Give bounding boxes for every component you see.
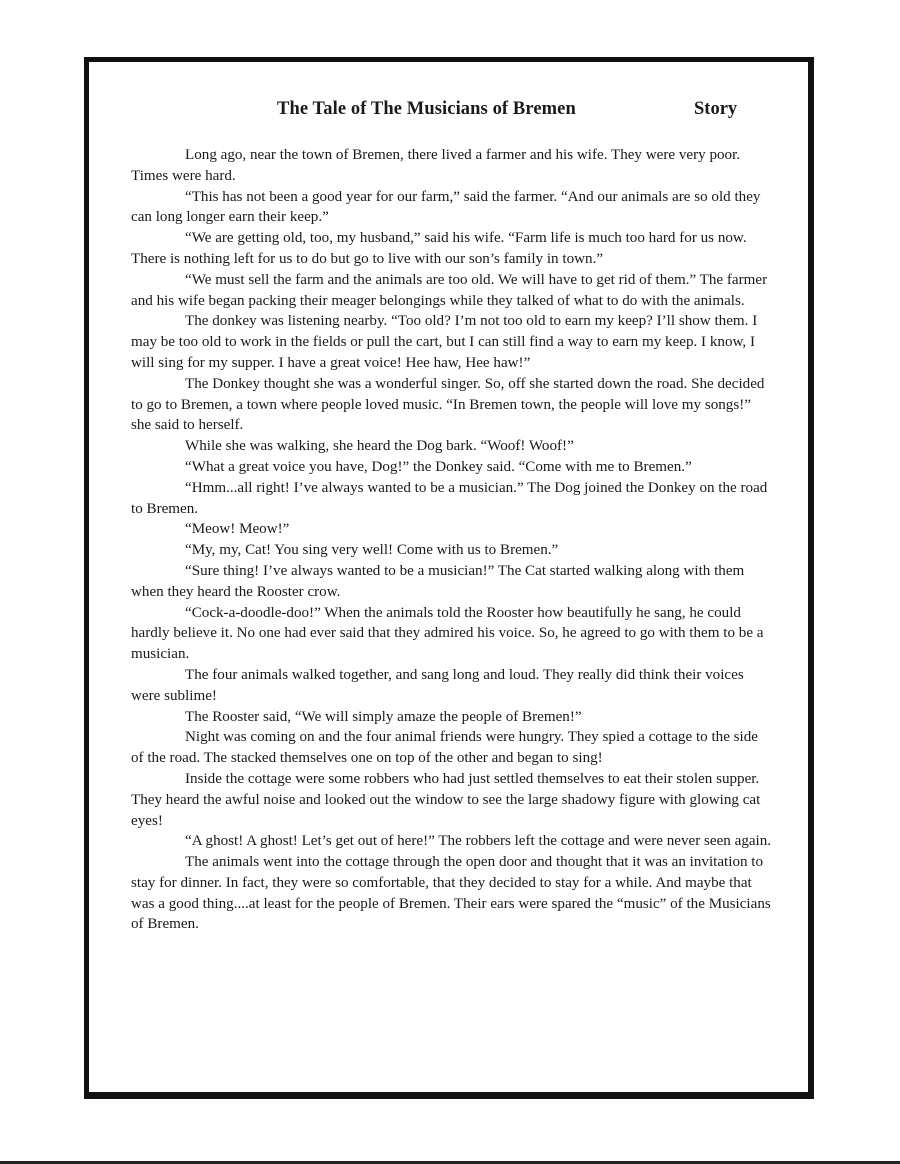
story-paragraph: “Hmm...all right! I’ve always wanted to be a musician.” The Dog joined the Donkey on the road to Bremen. [131,479,768,517]
section-label: Story [694,99,738,119]
story-paragraph: The four animals walked together, and sang long and loud. They really did think their voices were sublime! [131,666,744,704]
story-paragraph: Inside the cottage were some robbers who had just settled themselves to eat their stolen supper. They heard the awful noise and looked out the window to see the large shadowy figure with glowing cat eyes! [131,770,761,829]
story-paragraph: “A ghost! A ghost! Let’s get out of here!” The robbers left the cottage and were never seen again. [185,833,772,850]
story-paragraph: “We must sell the farm and the animals are too old. We will have to get rid of them.” The farmer and his wife began packing their meager belongings while they talked of what to do with the animals. [131,271,768,309]
story-paragraph: “My, my, Cat! You sing very well! Come with us to Bremen.” [185,542,559,559]
story-paragraph: “This has not been a good year for our farm,” said the farmer. “And our animals are so old they can long longer earn their keep.” [131,188,761,226]
story-paragraph: Long ago, near the town of Bremen, there lived a farmer and his wife. They were very poor. Times were hard. [131,147,741,184]
story-paragraph: The Rooster said, “We will simply amaze the people of Bremen!” [185,708,582,725]
story-body [131,145,774,935]
page-title: The Tale of The Musicians of Bremen [277,99,576,119]
story-paragraph: While she was walking, she heard the Dog bark. “Woof! Woof!” [185,438,574,455]
story-paragraph: “Meow! Meow!” [185,521,290,538]
story-paragraph: The Donkey thought she was a wonderful singer. So, off she started down the road. She decided to go to Bremen, a town where people loved music. “In Bremen town, the people will love my songs!” she said to herself. [131,375,765,434]
header [0,97,900,127]
story-paragraph: The animals went into the cottage through the open door and thought that it was an invitation to stay for dinner. In fact, they were so comfortable, that they decided to stay for a while. And maybe that was a good thing....at least for the people of Bremen. Their ears were spared the “music” of the Musicians of Bremen. [131,854,771,933]
story-paragraph: “What a great voice you have, Dog!” the Donkey said. “Come with me to Bremen.” [185,458,692,475]
story-paragraph: Night was coming on and the four animal friends were hungry. They spied a cottage to the side of the road. The stacked themselves one on top of the other and began to sing! [131,729,758,767]
story-paragraph: The donkey was listening nearby. “Too old? I’m not too old to earn my keep? I’ll show them. I may be too old to work in the fields or pull the cart, but I can still find a way to earn my keep. I know, I will sing for my supper. I have a great voice! Hee haw, Hee haw!” [131,313,758,371]
story-paragraph: “Cock-a-doodle-doo!” When the animals told the Rooster how beautifully he sang, he could hardly believe it. No one had ever said that they admired his voice. So, he agreed to go with them to be a musician. [131,604,764,663]
story-paragraph: “Sure thing! I’ve always wanted to be a musician!” The Cat started walking along with them when they heard the Rooster crow. [131,562,745,600]
story-paragraph: “We are getting old, too, my husband,” said his wife. “Farm life is much too hard for us now. There is nothing left for us to do but go to live with our son’s family in town.” [131,230,747,267]
